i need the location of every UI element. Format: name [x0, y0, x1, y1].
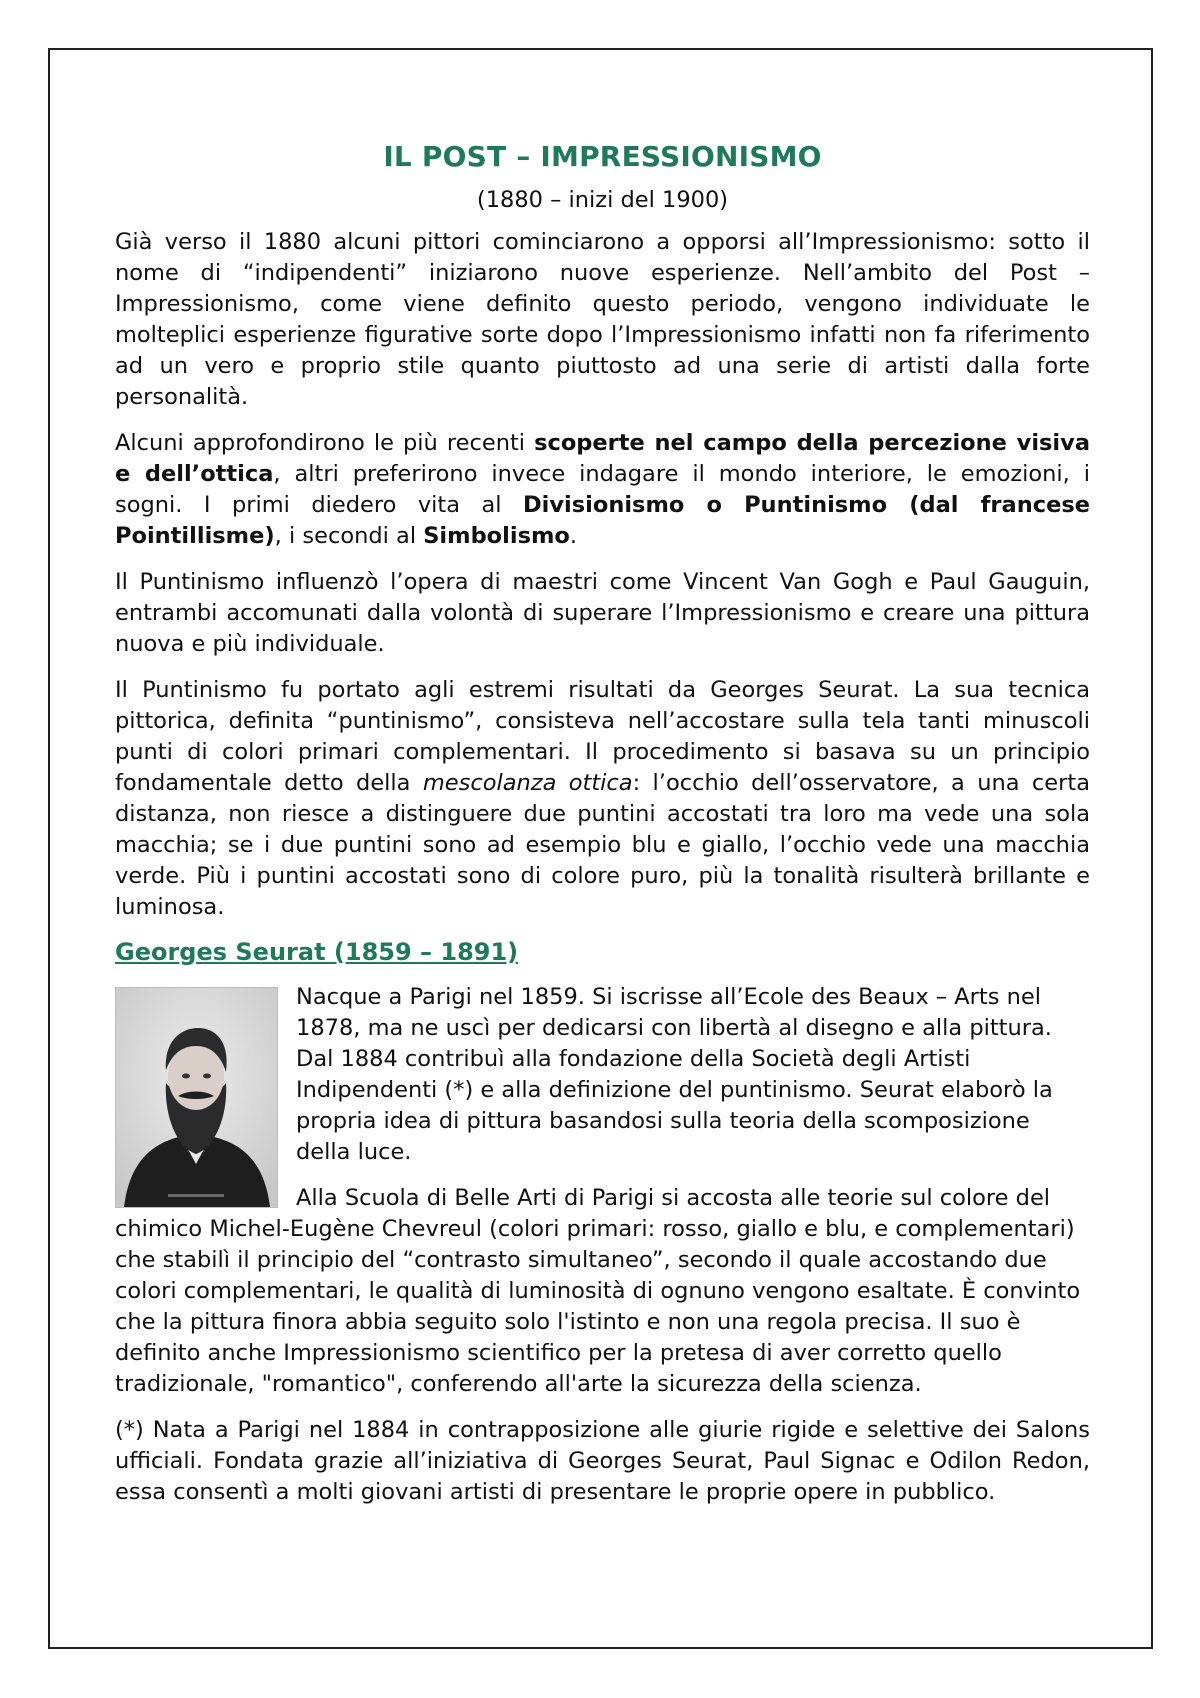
bold-phrase-perception: scoperte nel campo della percezione visiva e dell’ottica: [115, 430, 1090, 487]
biography-section: [115, 982, 1090, 1415]
section-heading-seurat[interactable]: Georges Seurat (1859 – 1891): [115, 938, 519, 966]
bold-phrase-simbolismo: Simbolismo: [423, 523, 570, 549]
text-span: , i secondi al: [274, 523, 424, 549]
text-span: Alcuni approfondirono le più recenti: [115, 430, 535, 456]
text-span: Il Puntinismo fu portato agli estremi risultati da Georges Seurat. La sua tecnica pittorica, definita “puntinismo”, consisteva nell’accostare sulla tela tanti minuscoli punti di colori primari complementari. Il procedimento si basava su un principio fondamentale detto della: [115, 677, 1090, 796]
perception-paragraph: [115, 428, 1090, 552]
bold-phrase-divisionismo: Divisionismo o Puntinismo (dal francese Pointillisme): [115, 492, 1090, 549]
italic-phrase-mescolanza: mescolanza ottica: [422, 770, 633, 796]
footnote-paragraph: (*) Nata a Parigi nel 1884 in contrapposizione alle giurie rigide e selettive dei Salons ufficiali. Fondata grazie all’iniziativa di Georges Seurat, Paul Signac e Odilon Redon, essa consentì a molti giovani artisti di presentare le proprie opere in pubblico.: [115, 1417, 1090, 1505]
text-span: : l’occhio dell’osservatore, a una certa distanza, non riesce a distinguere due puntini accostati tra loro ma vede una sola macchia; se i due puntini sono ad esempio blu e giallo, l’occhio vede una macchia verde. Più i puntini accostati sono di colore puro, più la tonalità risulterà brillante e luminosa.: [115, 770, 1090, 920]
text-span: .: [569, 523, 578, 549]
influence-paragraph: Il Puntinismo influenzò l’opera di maestri come Vincent Van Gogh e Paul Gauguin, entrambi accomunati dalla volontà di superare l’Impressionismo e creare una pittura nuova e più individuale.: [115, 569, 1090, 657]
technique-paragraph: [115, 675, 1090, 923]
document-body: [115, 140, 1090, 1523]
page-title: IL POST – IMPRESSIONISMO: [383, 140, 822, 173]
page-subtitle: (1880 – inizi del 1900): [476, 187, 729, 213]
intro-paragraph: Già verso il 1880 alcuni pittori cominciarono a opporsi all’Impressionismo: sotto il nome di “indipendenti” iniziarono nuove esperienze. Nell’ambito del Post – Impressionismo, come viene definito questo periodo, vengono individuate le molteplici esperienze figurative sorte dopo l’Impressionismo infatti non fa riferimento ad un vero e proprio stile quanto piuttosto ad una serie di artisti dalla forte personalità.: [115, 229, 1090, 410]
portrait-image: [116, 988, 277, 1207]
portrait-photo: [115, 987, 278, 1208]
text-span: , altri preferirono invece indagare il mondo interiore, le emozioni, i sogni. I primi diedero vita al: [115, 461, 1090, 518]
biography-paragraph-2: Alla Scuola di Belle Arti di Parigi si accosta alle teorie sul colore del chimico Michel-Eugène Chevreul (colori primari: rosso, giallo e blu, e complementari) che stabilì il principio del “contrasto simultaneo”, secondo il quale accostando due colori complementari, le qualità di luminosità di ognuno vengono esaltate. È convinto che la pittura finora abbia seguito solo l'istinto e non una regola precisa. Il suo è definito anche Impressionismo scientifico per la pretesa di aver corretto quello tradizionale, "romantico", conferendo all'arte la sicurezza della scienza.: [115, 1185, 1081, 1397]
biography-paragraph-1: Nacque a Parigi nel 1859. Si iscrisse all’Ecole des Beaux – Arts nel 1878, ma ne uscì per dedicarsi con libertà al disegno e alla pittura. Dal 1884 contribuì alla fondazione della Società degli Artisti Indipendenti (*) e alla definizione del puntinismo. Seurat elaborò la propria idea di pittura basandosi sulla teoria della scomposizione della luce.: [296, 984, 1053, 1165]
